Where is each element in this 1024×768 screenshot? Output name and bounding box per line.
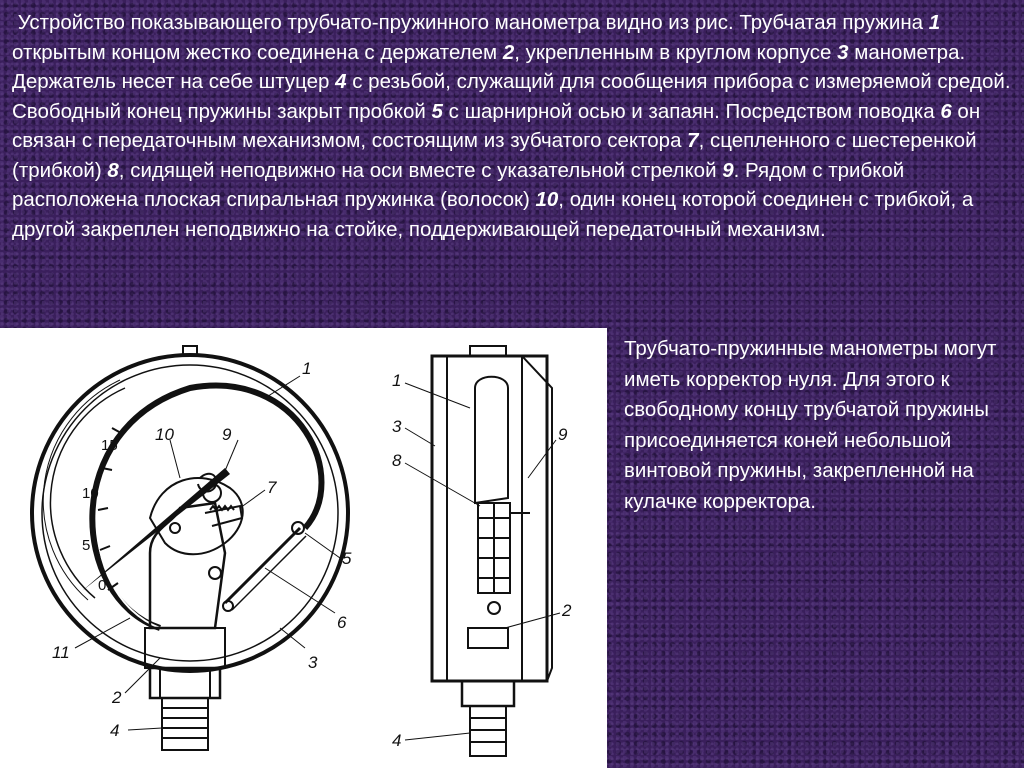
label-side-2: 2 — [562, 601, 572, 620]
label-front-5: 5 — [342, 549, 352, 568]
side-paragraph: Трубчато-пружинные манометры могут иметь корректор нуля. Для этого к свободному концу трубчатой пружины присоединяется коней небольшой винтовой пружины, закрепленной на кулачке корректора. — [624, 337, 997, 513]
label-side-9: 9 — [558, 425, 568, 444]
label-front-6: 6 — [337, 613, 347, 632]
label-front-9: 9 — [222, 425, 232, 444]
manometer-drawing — [0, 328, 607, 768]
label-front-4: 4 — [110, 721, 120, 740]
scale-tick-0: 0 — [98, 577, 107, 594]
label-side-8: 8 — [392, 451, 402, 470]
main-paragraph: Устройство показывающего трубчато-пружинного манометра видно из рис. Трубчатая пружина 1 открытым концом жестко соединена с держателем 2, укрепленным в круглом корпусе 3 манометра. Держатель несет на себе штуцер 4 с резьбой, служащий для сообщения прибора с измеряемой средой. Свободный конец пружины закрыт пробкой 5 с шарнирной осью и запаян. Посредством поводка 6 он связан с передаточным механизмом, состоящим из зубчатого сектора 7, сцепленного с шестеренкой (трибкой) 8, сидящей неподвижно на оси вместе с указательной стрелкой 9. Рядом с трибкой расположена плоская спиральная пружинка (волосок) 10, один конец которой соединен с трибкой, а другой закреплен неподвижно на стойке, поддерживающей передаточный механизм. — [12, 11, 1011, 241]
scale-tick-15: 15 — [101, 437, 118, 454]
label-side-3: 3 — [392, 417, 402, 436]
pointer-needle — [82, 468, 230, 591]
manometer-figure — [0, 328, 607, 768]
label-side-4: 4 — [392, 731, 402, 750]
scale-tick-5: 5 — [82, 537, 91, 554]
label-side-1: 1 — [392, 371, 402, 390]
label-front-2: 2 — [112, 688, 122, 707]
label-front-7: 7 — [267, 478, 277, 497]
label-front-11: 11 — [52, 643, 70, 662]
label-front-3: 3 — [308, 653, 318, 672]
label-front-1: 1 — [302, 359, 312, 378]
label-front-10: 10 — [155, 425, 174, 444]
scale-tick-10: 10 — [82, 485, 99, 502]
